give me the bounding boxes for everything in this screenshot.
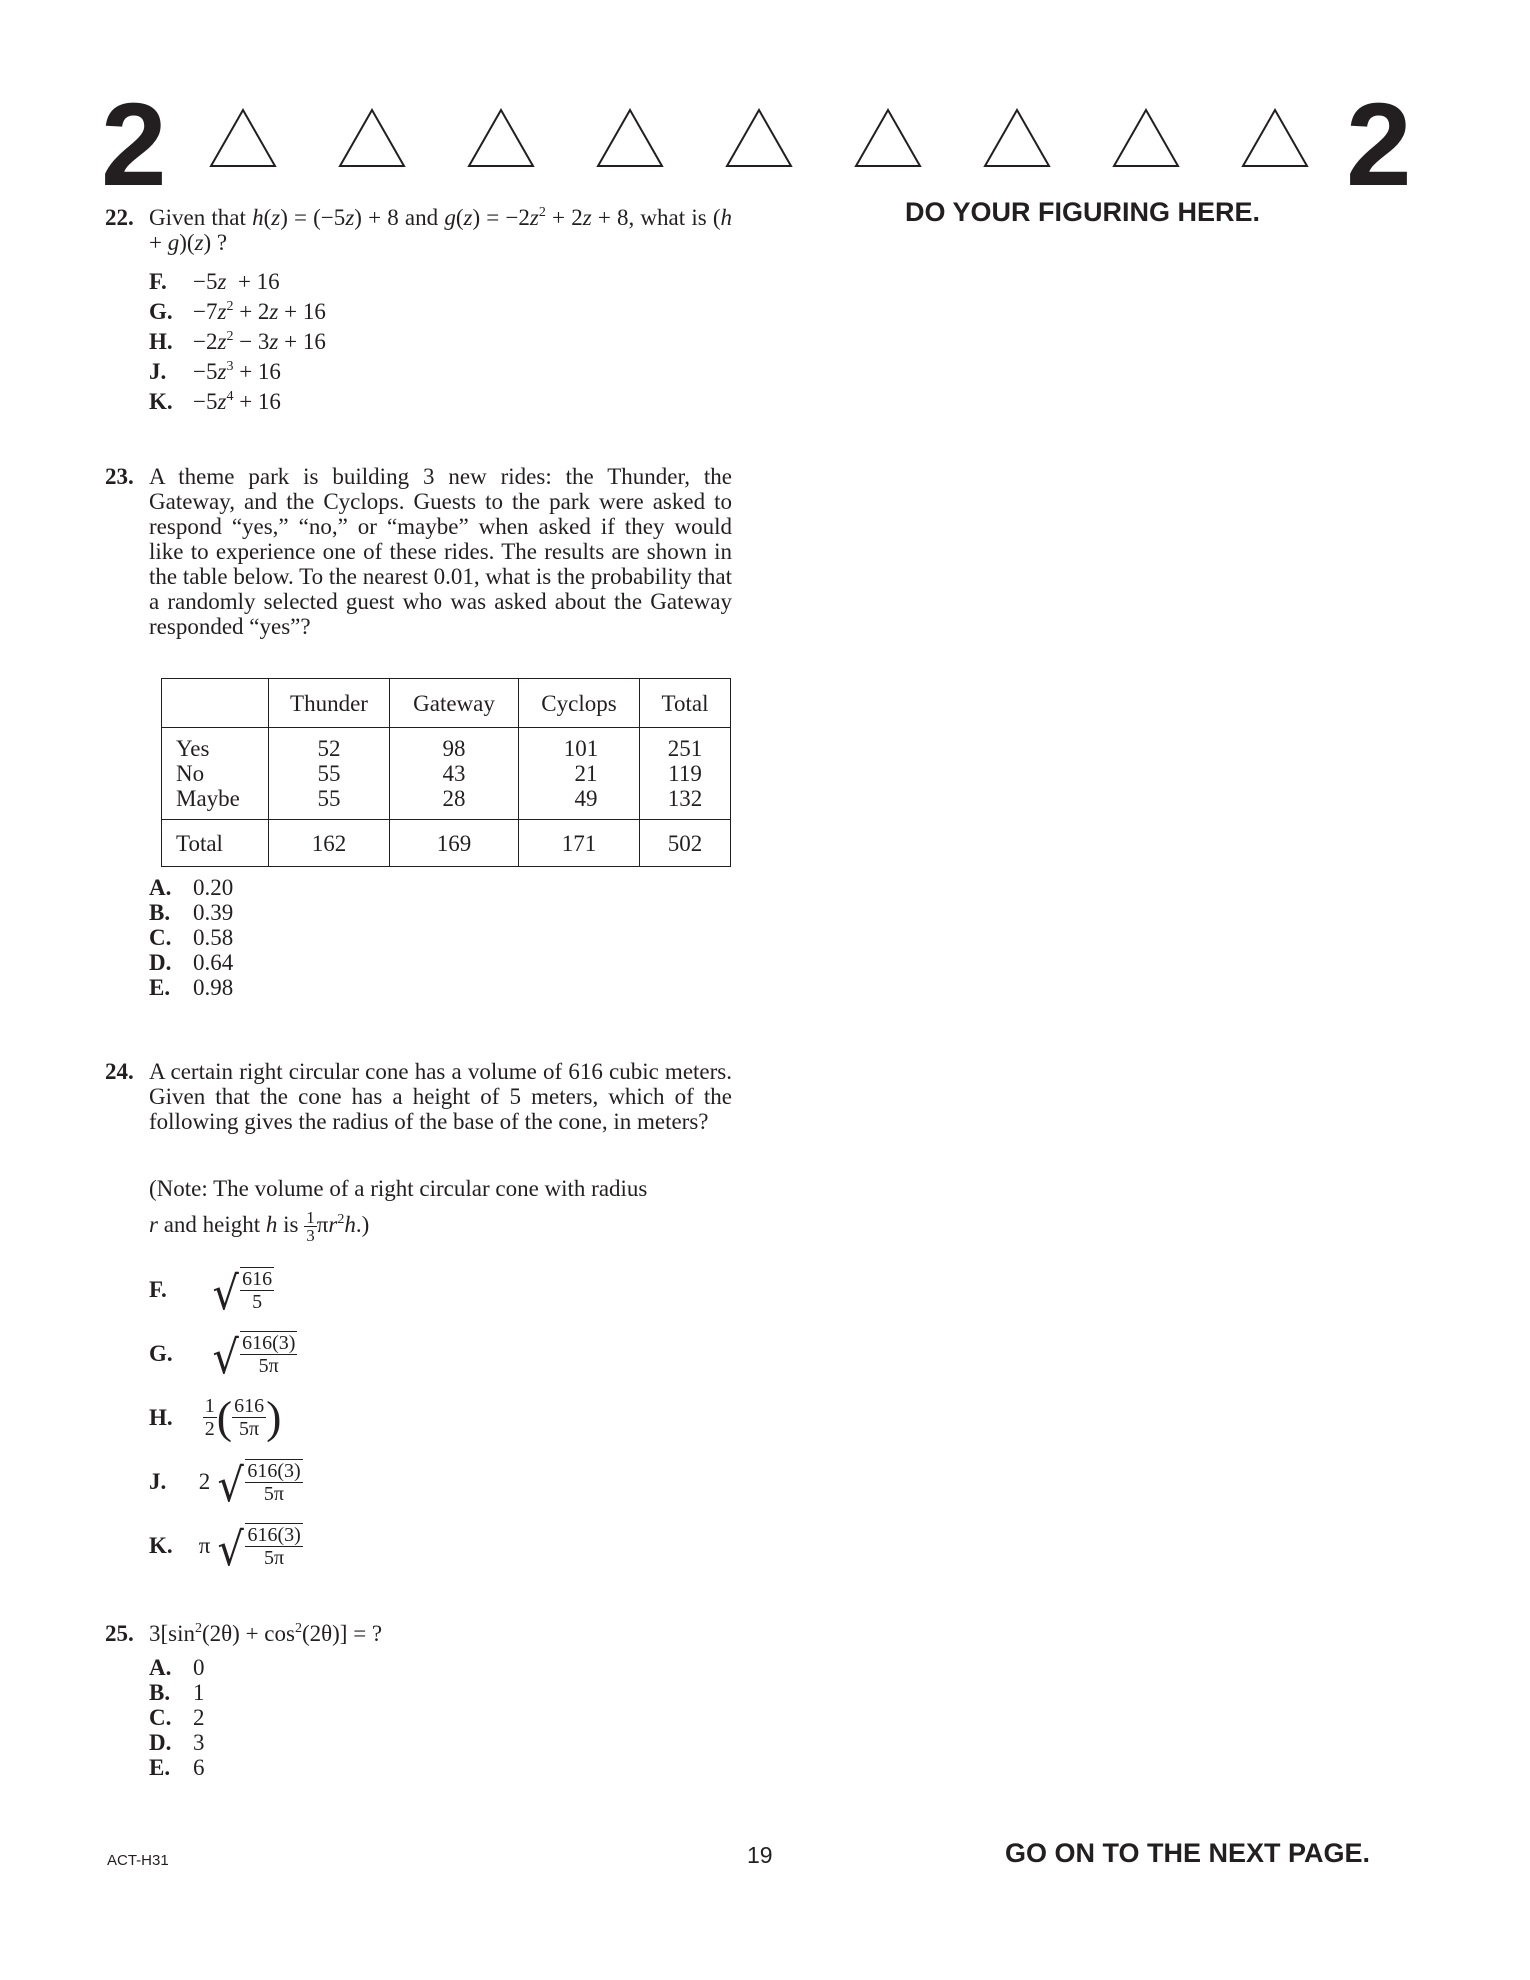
option-letter: A. (149, 875, 172, 900)
coefficient: π (198, 1533, 211, 1558)
question-23 (105, 464, 732, 639)
option-text: $-5z^4 + 16$ (193, 389, 281, 414)
table-cell: 55 (317, 786, 341, 811)
table-header-cell: Cyclops (519, 679, 640, 728)
option-text: 2 (193, 1705, 205, 1730)
answer-option-d[interactable] (149, 950, 233, 975)
option-text: 0.64 (193, 950, 234, 975)
answer-option-g[interactable] (149, 297, 326, 327)
square-root-expression: √ $\frac{616}{5}$ (212, 1266, 273, 1320)
option-letter: J. (149, 359, 167, 384)
question-number: 23. (105, 464, 134, 489)
figuring-label: DO YOUR FIGURING HERE. (905, 197, 1261, 227)
answer-option-h[interactable] (149, 327, 326, 357)
question-24 (105, 1059, 732, 1134)
gateway-values (390, 728, 519, 820)
table-cell: 52 (317, 736, 341, 761)
test-code: ACT-H31 (107, 1852, 169, 1869)
answer-option-e[interactable] (149, 1755, 205, 1780)
row-label: Maybe (176, 786, 240, 811)
note-line-1: (Note: The volume of a right circular cone with radius (149, 1176, 648, 1201)
option-letter: K. (149, 1533, 173, 1558)
question-text: Given that h(z) = (−5z) + 8 and $g(z) = -2z^2 + 2z + 8$, what is (h + g)(z) ? (149, 205, 732, 255)
option-text: 0.20 (193, 875, 234, 900)
fraction-expression: $\frac{1}{2}$ ( $\frac{616}{5\pi}$ ) (204, 1391, 282, 1443)
answer-option-h[interactable] (149, 1391, 282, 1443)
table-cell: 49 (574, 786, 598, 811)
note-line-2: r and height h is $\frac{1}{3}$ $\pi r^2h$.) (149, 1208, 370, 1245)
table-cell: 132 (667, 786, 703, 811)
table-cell: 101 (563, 736, 599, 761)
option-text: 3 (193, 1730, 205, 1755)
question-text: A theme park is building 3 new rides: the Thunder, the Gateway, and the Cyclops. Guests to the park were asked to respond “yes,” “no,” or “maybe” when asked if they would like to experience one of these rides. The results are shown in the table below. To the nearest 0.01, what is the probability that a randomly selected guest who was asked about the Gateway responded “yes”? (149, 464, 732, 639)
thunder-values (269, 728, 390, 820)
option-text: 1 (193, 1680, 205, 1705)
option-text: 0.58 (193, 925, 234, 950)
option-text: 6 (193, 1755, 205, 1780)
option-letter: J. (149, 1469, 167, 1494)
volume-note (149, 1176, 732, 1244)
triangle-icon (1241, 108, 1309, 168)
square-root-expression: √ $\frac{616(3)}{5\pi}$ (212, 1330, 296, 1384)
question-25 (105, 1621, 732, 1646)
cyclops-values (519, 728, 640, 820)
option-letter: D. (149, 950, 172, 975)
answer-options-25 (149, 1655, 205, 1780)
option-text: −5z + 16 (193, 269, 280, 294)
table-cell: 21 (574, 761, 598, 786)
question-text: A certain right circular cone has a volume of 616 cubic meters. Given that the cone has a height of 5 meters, which of the following gives the radius of the base of the cone, in meters? (149, 1059, 732, 1134)
results-table (161, 678, 731, 867)
option-letter: F. (149, 269, 167, 294)
option-letter: B. (149, 900, 171, 925)
answer-option-k[interactable] (149, 1522, 303, 1576)
answer-option-c[interactable] (149, 925, 233, 950)
table-corner-cell (162, 679, 269, 728)
row-label: No (176, 761, 205, 786)
answer-option-j[interactable] (149, 357, 326, 387)
table-header-cell: Total (640, 679, 731, 728)
table-cell: 28 (442, 786, 466, 811)
next-page-instruction: GO ON TO THE NEXT PAGE. (1005, 1838, 1371, 1868)
triangle-icon (467, 108, 535, 168)
answer-option-f[interactable] (149, 1266, 274, 1320)
option-letter: H. (149, 1404, 173, 1430)
answer-options-23 (149, 875, 233, 1000)
square-root-expression: √ $\frac{616(3)}{5\pi}$ (217, 1458, 301, 1512)
answer-option-j[interactable] (149, 1458, 303, 1512)
table-cell: 162 (269, 820, 390, 867)
option-letter: D. (149, 1730, 172, 1755)
triangle-icon (338, 108, 406, 168)
answer-option-b[interactable] (149, 1680, 205, 1705)
section-number-right: 2 (1346, 79, 1412, 211)
option-letter: G. (149, 1341, 173, 1366)
option-letter: B. (149, 1680, 171, 1705)
table-cell: 502 (640, 820, 731, 867)
option-letter: C. (149, 1705, 172, 1730)
option-letter: C. (149, 925, 172, 950)
answer-options-22 (149, 267, 326, 417)
section-number-left: 2 (101, 79, 167, 211)
option-text: $-5z^3 + 16$ (193, 359, 281, 384)
triangle-icon (725, 108, 793, 168)
table-cell: 55 (317, 761, 341, 786)
question-22 (105, 205, 732, 255)
answer-option-c[interactable] (149, 1705, 205, 1730)
option-text: $-7z^2 + 2z + 16$ (193, 299, 326, 324)
question-number: 22. (105, 205, 134, 230)
question-number: 24. (105, 1059, 134, 1084)
table-cell: 169 (390, 820, 519, 867)
table-cell: 251 (667, 736, 703, 761)
option-letter: G. (149, 299, 173, 324)
table-cell: 119 (668, 761, 702, 786)
triangle-icon (1112, 108, 1180, 168)
question-number: 25. (105, 1621, 134, 1646)
square-root-expression: √ $\frac{616(3)}{5\pi}$ (217, 1522, 301, 1576)
option-letter: E. (149, 975, 171, 1000)
coefficient: 2 (198, 1469, 211, 1494)
triangle-icon (596, 108, 664, 168)
answer-option-e[interactable] (149, 975, 233, 1000)
table-cell: 43 (442, 761, 466, 786)
option-text: 0.39 (193, 900, 234, 925)
table-total-row (162, 820, 731, 867)
answer-option-g[interactable] (149, 1330, 297, 1384)
answer-option-a[interactable] (149, 1655, 205, 1680)
row-label: Total (162, 820, 269, 867)
option-letter: F. (149, 1277, 167, 1302)
option-letter: A. (149, 1655, 172, 1680)
total-values (640, 728, 731, 820)
triangle-icon (854, 108, 922, 168)
table-cell: 98 (442, 736, 466, 761)
answer-option-d[interactable] (149, 1730, 205, 1755)
option-text: 0.98 (193, 975, 234, 1000)
triangle-icon (983, 108, 1051, 168)
answer-option-k[interactable] (149, 387, 326, 417)
table-cell: 171 (519, 820, 640, 867)
table-header-cell: Thunder (269, 679, 390, 728)
table-body-row (162, 728, 731, 820)
answer-option-a[interactable] (149, 875, 233, 900)
triangle-icon (209, 108, 277, 168)
option-letter: H. (149, 329, 173, 354)
option-letter: K. (149, 389, 173, 414)
question-text: $3[\sin^2(2\theta) + \cos^2(2\theta)]$ = ? (149, 1621, 383, 1646)
answer-option-b[interactable] (149, 900, 233, 925)
row-labels (162, 728, 269, 820)
table-header-cell: Gateway (390, 679, 519, 728)
page-number: 19 (747, 1842, 773, 1868)
row-label: Yes (176, 736, 210, 761)
option-text: 0 (193, 1655, 205, 1680)
option-text: $-2z^2 - 3z + 16$ (193, 329, 326, 354)
answer-option-f[interactable] (149, 267, 326, 297)
option-letter: E. (149, 1755, 171, 1780)
